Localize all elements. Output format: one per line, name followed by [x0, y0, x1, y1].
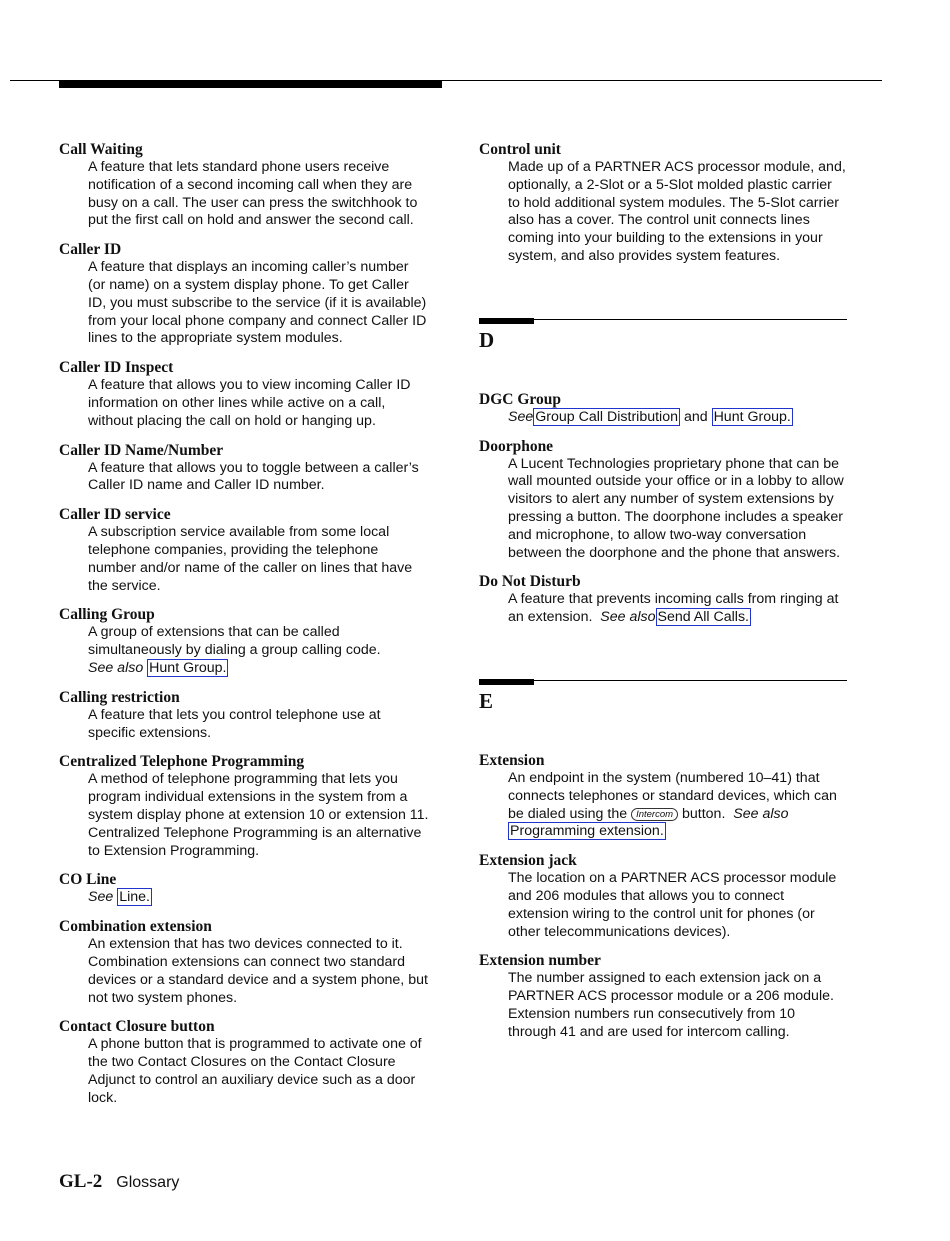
- glossary-entry-extension: [479, 751, 847, 841]
- definition: A feature that lets you control telephone use at specific extensions.: [88, 706, 381, 741]
- conjunction: and: [683, 408, 708, 425]
- definition: [508, 591, 847, 627]
- definition-text: An endpoint in the system (numbered 10–41) that connects telephones or standard devices, which can be dialed using the: [508, 769, 837, 822]
- section-header-d: [479, 318, 847, 378]
- glossary-entry-do-not-disturb: [479, 572, 847, 627]
- glossary-entry-dgc-group: [479, 390, 847, 427]
- term: Combination extension: [59, 918, 212, 936]
- see-label: See: [508, 408, 534, 425]
- group-call-distribution-link[interactable]: Group Call Distribution: [535, 408, 678, 425]
- intercom-button-icon: Intercom: [631, 808, 678, 821]
- term: Control unit: [479, 141, 561, 158]
- page-number: GL-2: [59, 1171, 103, 1192]
- term: Calling Group: [59, 606, 155, 624]
- glossary-entry-doorphone: [479, 437, 847, 563]
- term: Calling restriction: [59, 688, 180, 706]
- glossary-entry-extension-jack: [479, 851, 847, 941]
- programming-extension-link[interactable]: Programming extension.: [510, 823, 664, 840]
- see-also-label: See also: [600, 609, 656, 626]
- definition: A feature that lets standard phone users receive notification of a second incoming call when they are busy on a call. The user can press the switchhook to put the first call on hold and answer the second call.: [88, 159, 418, 229]
- see-also-label: See also: [733, 805, 789, 822]
- definition: A subscription service available from some local telephone companies, providing the telephone number and/or name of the caller on lines that have the service.: [88, 524, 413, 594]
- glossary-entry-calling-group: [59, 605, 429, 677]
- send-all-calls-link[interactable]: Send All Calls.: [657, 609, 749, 626]
- definition: [508, 409, 847, 427]
- definition: A feature that allows you to toggle between a caller’s Caller ID name and Caller ID number.: [88, 459, 419, 494]
- glossary-entry-control-unit: [479, 140, 847, 266]
- glossary-entry-combination-extension: [59, 917, 429, 1007]
- definition-text: A group of extensions that can be called simultaneously by dialing a group calling code.: [88, 624, 381, 659]
- glossary-entry-extension-number: [479, 951, 847, 1041]
- definition: A phone button that is programmed to activate one of the two Contact Closures on the Contact Closure Adjunct to control an auxiliary device such as a door lock.: [88, 1036, 422, 1106]
- footer-label: Glossary: [116, 1174, 180, 1191]
- glossary-entry-call-waiting: [59, 140, 429, 230]
- term: CO Line: [59, 871, 117, 889]
- term: Doorphone: [479, 437, 554, 455]
- glossary-entry-caller-id-inspect: [59, 358, 429, 430]
- definition: [508, 770, 847, 841]
- definition: [88, 889, 429, 907]
- glossary-entry-calling-restriction: [59, 688, 429, 743]
- see-label: See: [88, 889, 114, 906]
- term: Extension number: [479, 952, 601, 970]
- term: Caller ID Inspect: [59, 359, 174, 377]
- page-footer: [59, 1170, 179, 1194]
- glossary-entry-centralized-telephone-programming: [59, 752, 429, 860]
- term: Extension: [479, 751, 545, 769]
- glossary-entry-caller-id-service: [59, 505, 429, 595]
- glossary-entry-caller-id-name-number: [59, 441, 429, 496]
- right-column: [479, 140, 847, 1052]
- term: Caller ID service: [59, 506, 171, 524]
- definition: [88, 624, 429, 677]
- hunt-group-link[interactable]: Hunt Group.: [149, 659, 227, 676]
- definition: A Lucent Technologies proprietary phone that can be wall mounted outside your office or in a lobby to allow visitors to alert any number of system extensions by pressing a button. The doorphone includes a speaker and microphone, to allow two-way conversation between the doorphone and the phone that answers.: [508, 455, 844, 561]
- glossary-entry-caller-id: [59, 240, 429, 348]
- section-rule: [479, 319, 847, 320]
- definition: The location on a PARTNER ACS processor module and 206 modules that allows you to connect extension wiring to the control unit for phones (or other telecommunications devices).: [508, 870, 837, 940]
- top-rule-bar: [59, 81, 442, 88]
- definition: A method of telephone programming that lets you program individual extensions in the system from a system display phone at extension 10 or extension 11. Centralized Telephone Programming is an alternative to Extension Programming.: [88, 771, 429, 859]
- term: Caller ID: [59, 241, 122, 259]
- definition-text-after: button.: [682, 805, 726, 822]
- section-rule: [479, 680, 847, 681]
- definition: A feature that allows you to view incoming Caller ID information on other lines while active on a call, without placing the call on hold or hanging up.: [88, 377, 411, 429]
- hunt-group-link[interactable]: Hunt Group.: [713, 408, 791, 425]
- section-header-e: [479, 679, 847, 739]
- definition: The number assigned to each extension jack on a PARTNER ACS processor module or a 206 module. Extension numbers run consecutively from 10 through 41 and are used for intercom calling.: [508, 970, 834, 1040]
- term: Caller ID Name/Number: [59, 441, 224, 459]
- glossary-entry-co-line: [59, 870, 429, 907]
- term: Do Not Disturb: [479, 573, 581, 591]
- term: Contact Closure button: [59, 1018, 215, 1036]
- term: DGC Group: [479, 390, 561, 408]
- section-letter: D: [479, 327, 495, 352]
- glossary-entry-contact-closure-button: [59, 1017, 429, 1107]
- section-rule-bar: [479, 318, 534, 324]
- definition: A feature that displays an incoming caller’s number (or name) on a system display phone. To get Caller ID, you must subscribe to the service (if it is available) from your local phone company and connect Caller ID lines to the appropriate system modules.: [88, 259, 427, 347]
- definition: Made up of a PARTNER ACS processor module, and, optionally, a 2-Slot or a 5-Slot molded plastic carrier to hold additional system modules. The 5-Slot carrier also has a cover. The control unit connects lines coming into your building to the extensions in your system, and also provides system features.: [508, 159, 846, 264]
- left-column: [59, 140, 429, 1117]
- term: Centralized Telephone Programming: [59, 753, 305, 771]
- term: Extension jack: [479, 852, 577, 870]
- section-rule-bar: [479, 679, 534, 685]
- see-also-label: See also: [88, 659, 144, 676]
- definition-text: A feature that prevents incoming calls from ringing at an extension.: [508, 591, 839, 626]
- definition: An extension that has two devices connected to it. Combination extensions can connect two standard devices or a standard device and a system phone, but not two system phones.: [88, 936, 428, 1006]
- line-link[interactable]: Line.: [119, 889, 150, 906]
- term: Call Waiting: [59, 141, 143, 158]
- section-letter: E: [479, 688, 494, 713]
